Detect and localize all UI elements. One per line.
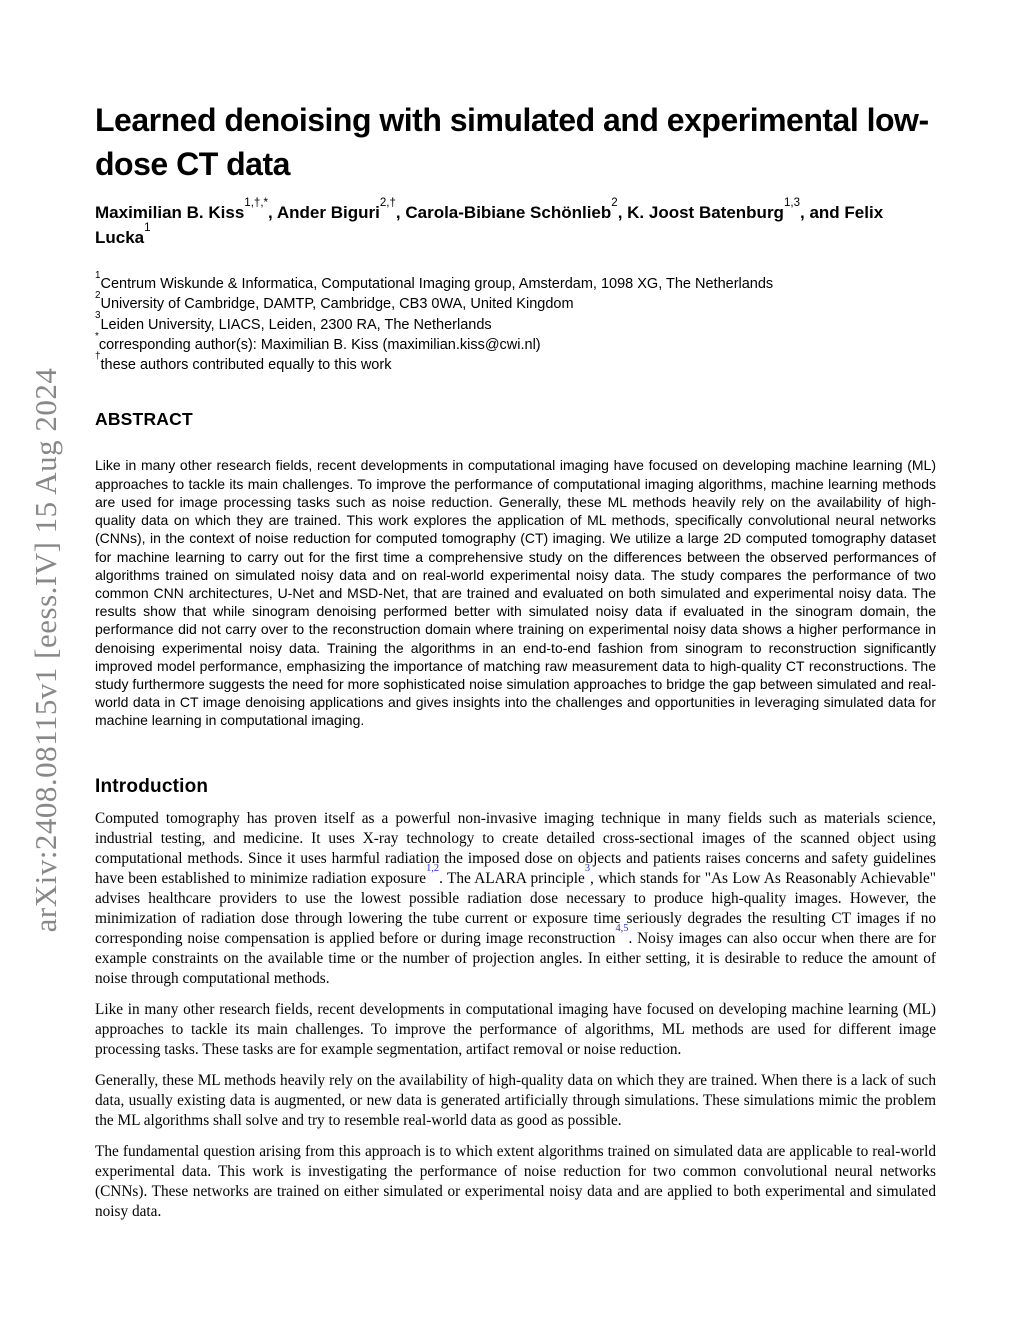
paragraph-text: Computed tomography has proven itself as a powerful non-invasive imaging technique in many fields such as materials science, industrial testing, and medicine. It uses X-ray technology to create detailed cross-sectional images of the scanned object using computational methods. Since it uses harmful radiation the imposed dose on objects and patients raises concerns and safety guidelines have been established to minimize radiation exposure <box>95 809 936 887</box>
citation-link[interactable]: 3 <box>584 863 591 875</box>
author-superscript: 1 <box>144 222 151 235</box>
paragraph-text: . Noisy images can also occur when there are for example constraints on the available time or the number of projection angles. In either setting, it is desirable to reduce the amount of noise through computational methods. <box>95 929 937 987</box>
abstract-heading: ABSTRACT <box>95 409 193 430</box>
paragraph-text: Like in many other research fields, recent developments in computational imaging have focused on developing machine learning (ML) approaches to tackle its main challenges. To improve the performance of algorithms, ML methods are used for different image processing tasks. These tasks are for example segmentation, artifact removal or noise reduction. <box>95 1000 936 1058</box>
author-superscript: 1,3 <box>783 197 801 210</box>
affiliation-text: University of Cambridge, DAMTP, Cambridge, CB3 0WA, United Kingdom <box>100 296 574 313</box>
author-name: and Felix Lucka <box>95 203 884 247</box>
affiliation-text: Leiden University, LIACS, Leiden, 2300 RA, The Netherlands <box>100 316 492 333</box>
affiliation-marker: 2 <box>95 290 101 302</box>
arxiv-watermark: arXiv:2408.08115v1 [eess.IV] 15 Aug 2024 <box>28 367 63 933</box>
author-name: Carola-Bibiane Schönlieb <box>405 203 612 222</box>
affiliation-marker: 3 <box>95 310 101 322</box>
author-name: Maximilian B. Kiss <box>95 203 245 222</box>
paragraph-text: . The ALARA principle <box>439 869 585 887</box>
affiliation-line <box>95 330 936 355</box>
author-line <box>95 197 936 250</box>
citation-link[interactable]: 4,5 <box>615 923 629 935</box>
intro-paragraph <box>95 809 936 989</box>
author-superscript: 2,† <box>379 197 396 210</box>
affiliation-text: Centrum Wiskunde & Informatica, Computational Imaging group, Amsterdam, 1098 XG, The Netherlands <box>100 276 774 292</box>
author-name: K. Joost Batenburg <box>627 203 784 222</box>
paper-content <box>95 0 936 1222</box>
paragraph-text: The fundamental question arising from this approach is to which extent algorithms trained on simulated data are applicable to real-world experimental data. This work is investigating the performance of noise reduction for two common convolutional neural networks (CNNs). These networks are trained on either simulated or experimental noisy data and are applied to both experimental and simulated noisy data. <box>95 1142 936 1220</box>
introduction-heading: Introduction <box>95 775 209 797</box>
intro-paragraph <box>95 1071 936 1131</box>
paragraph-text: , which stands for "As Low As Reasonably Achievable" advises healthcare providers to use the lowest possible radiation dose necessary to produce high-quality images. However, the minimization of radiation dose through lowering the tube current or exposure time seriously degrades the resulting CT images if no corresponding noise compensation is applied before or during image reconstruction <box>95 869 936 947</box>
author-separator: , <box>617 203 628 222</box>
intro-paragraph <box>95 1000 936 1060</box>
paper-title: Learned denoising with simulated and experimental low-dose CT data <box>95 102 929 182</box>
affiliation-marker: † <box>95 350 101 362</box>
paragraph-text: Generally, these ML methods heavily rely on the availability of high-quality data on which they are trained. When there is a lack of such data, usually existing data is augmented, or new data is generated artificially through simulations. These simulations mimic the problem the ML algorithms shall solve and try to resemble real-world data as good as possible. <box>95 1071 936 1129</box>
author-separator: , <box>800 203 810 222</box>
author-superscript: 1,†,* <box>244 197 269 210</box>
introduction-body <box>95 809 936 1222</box>
intro-paragraph <box>95 1142 936 1222</box>
affiliation-text: corresponding author(s): Maximilian B. Kiss (maximilian.kiss@cwi.nl) <box>98 336 541 353</box>
author-separator: , <box>268 203 277 222</box>
affiliation-marker: * <box>95 330 99 342</box>
affiliation-text: these authors contributed equally to this work <box>100 357 392 374</box>
author-separator: , <box>395 203 406 222</box>
citation-link[interactable]: 1,2 <box>426 863 440 875</box>
author-superscript: 2 <box>611 197 618 210</box>
affiliation-marker: 1 <box>95 269 101 281</box>
affiliation-line <box>95 350 936 375</box>
author-name: Ander Biguri <box>276 203 380 222</box>
affiliation-block <box>95 269 936 375</box>
affiliation-line <box>95 310 936 335</box>
affiliation-line <box>95 290 936 314</box>
affiliation-line <box>95 269 936 294</box>
abstract-body: Like in many other research fields, recent developments in computational imaging have focused on developing machine learning (ML) approaches to tackle its main challenges. To improve the performance of computational imaging algorithms, machine learning methods are used for image processing tasks such as noise reduction. Generally, these ML methods heavily rely on the availability of high-quality data on which they are trained. This work explores the application of ML methods, specifically convolutional neural networks (CNNs), in the context of noise reduction for computed tomography (CT) imaging. We utilize a large 2D computed tomography dataset for machine learning to carry out for the first time a comprehensive study on the differences between the observed performances of algorithms trained on simulated noisy data and on real-world experimental noisy data. The study compares the performance of two common CNN architectures, U-Net and MSD-Net, that are trained and evaluated on both simulated and experimental noisy data. The results show that while sinogram denoising performed better with simulated noisy data if evaluated in the sinogram domain, the performance did not carry over to the reconstruction domain where training on experimental noisy data shows a higher performance in denoising experimental noisy data. Training the algorithms in an end-to-end fashion from sinogram to reconstruction significantly improved model performance, emphasizing the importance of matching raw measurement data to high-quality CT reconstructions. The study furthermore suggests the need for more sophisticated noise simulation approaches to bridge the gap between simulated and real-world data in CT image denoising applications and gives insights into the challenges and opportunities in leveraging simulated data for machine learning in computational imaging. <box>95 457 936 729</box>
